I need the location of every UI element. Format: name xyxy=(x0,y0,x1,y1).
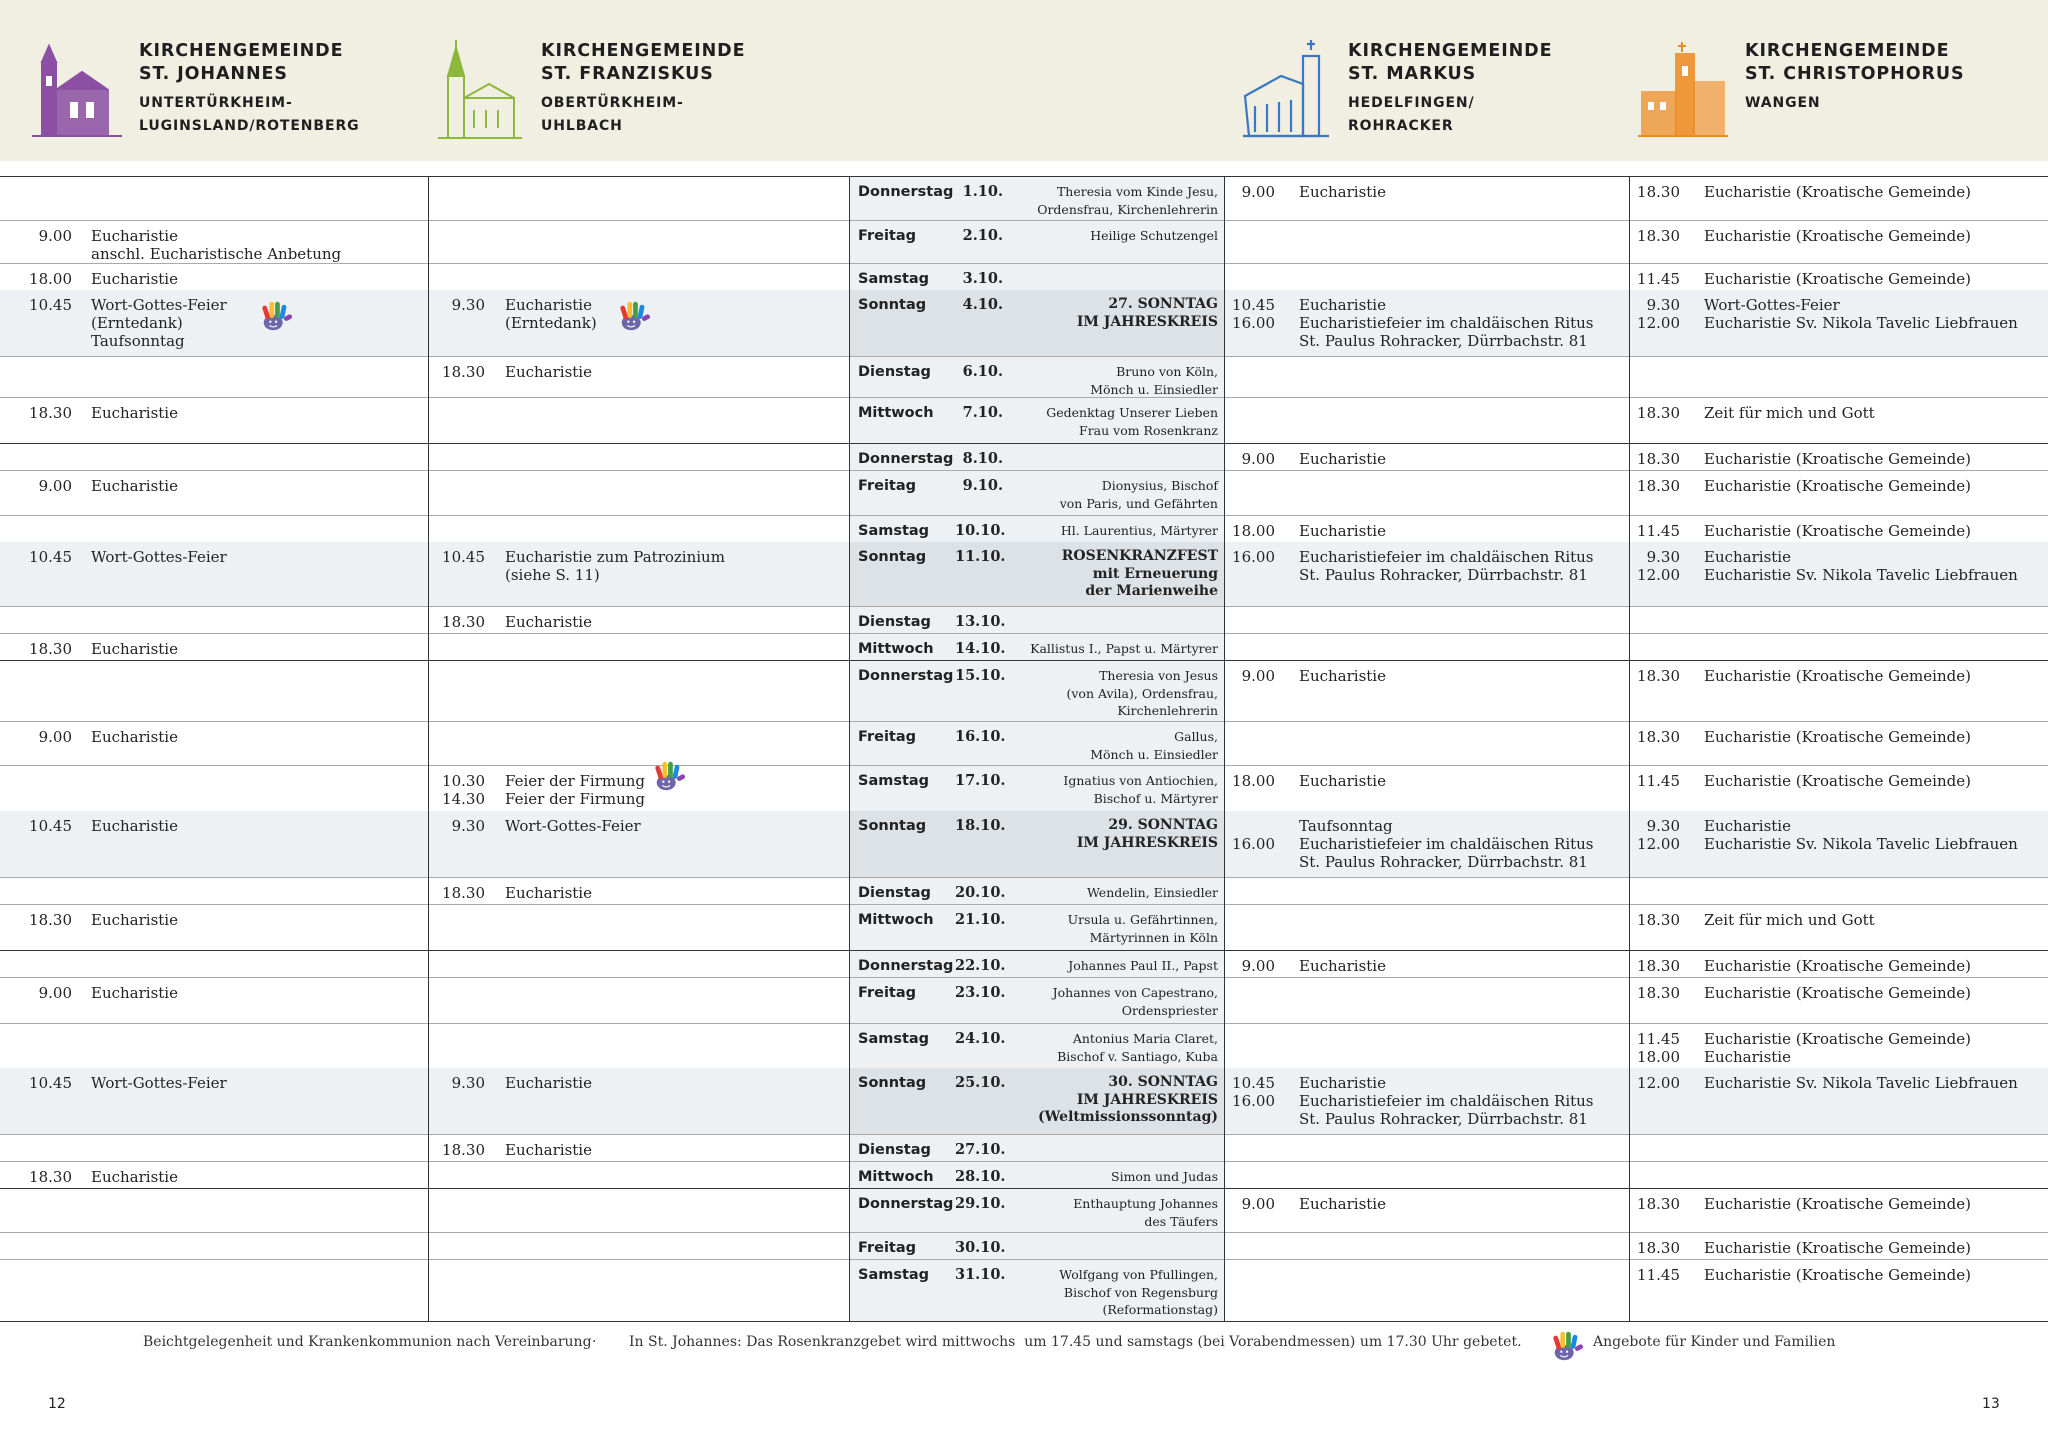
parish-label: KIRCHENGEMEINDE xyxy=(541,41,746,61)
weekday: Freitag xyxy=(858,729,917,745)
event-label: Eucharistie xyxy=(1299,522,1386,540)
footer xyxy=(0,1330,2048,1360)
event-label: Eucharistie (Kroatische Gemeinde) xyxy=(1704,183,1971,201)
table-row xyxy=(0,397,2048,444)
event-time: 18.00 xyxy=(1232,522,1275,540)
date: 1.10. xyxy=(962,183,1003,200)
table-row xyxy=(0,176,2048,221)
table-row xyxy=(0,443,2048,471)
event-label: Eucharistie xyxy=(1299,772,1386,790)
column-divider xyxy=(428,176,429,1321)
church-icon xyxy=(1638,36,1728,146)
weekday: Donnerstag xyxy=(858,451,954,467)
event-label: Eucharistie xyxy=(505,363,592,381)
date: 27.10. xyxy=(955,1141,1006,1158)
parish-name: ST. JOHANNES xyxy=(139,64,288,84)
date: 24.10. xyxy=(955,1030,1006,1047)
feast-name: Gallus, Mönch u. Einsiedler xyxy=(1090,729,1218,762)
event-label: Eucharistie xyxy=(91,270,178,288)
event-label: Eucharistie xyxy=(505,613,592,631)
table-bottom-border xyxy=(0,1321,2048,1322)
date: 17.10. xyxy=(955,772,1006,789)
event-time: 18.00 xyxy=(29,270,72,288)
feast-name: 27. SONNTAG IM JAHRESKREIS xyxy=(1076,296,1218,330)
date: 14.10. xyxy=(955,640,1006,657)
table-row xyxy=(0,290,2048,356)
parish-location: UNTERTÜRKHEIM- xyxy=(139,95,293,111)
date: 8.10. xyxy=(962,450,1003,467)
table-row xyxy=(0,1023,2048,1069)
feast-name: 29. SONNTAG IM JAHRESKREIS xyxy=(1076,817,1218,851)
event-label: Eucharistie (Kroatische Gemeinde) xyxy=(1704,477,1971,495)
date: 11.10. xyxy=(955,548,1006,565)
date: 30.10. xyxy=(955,1239,1006,1256)
event-time: 11.45 xyxy=(1637,270,1680,288)
event-time: 18.30 xyxy=(1637,1239,1680,1257)
date: 4.10. xyxy=(962,296,1003,313)
weekday: Mittwoch xyxy=(858,405,934,421)
event-time: 9.00 xyxy=(38,984,72,1002)
event-time: 10.30 14.30 xyxy=(442,772,485,808)
weekday: Samstag xyxy=(858,523,930,539)
weekday: Dienstag xyxy=(858,885,931,901)
event-time: 9.30 xyxy=(451,1074,485,1092)
event-time: 16.00 xyxy=(1232,548,1275,566)
hand-icon xyxy=(1549,1326,1587,1366)
table-row xyxy=(0,950,2048,978)
feast-name: Enthauptung Johannes des Täufers xyxy=(1073,1196,1218,1229)
event-label: Eucharistie (Kroatische Gemeinde) xyxy=(1704,522,1971,540)
feast-name: Johannes Paul II., Papst xyxy=(1068,958,1218,973)
weekday: Mittwoch xyxy=(858,641,934,657)
event-time: 18.30 xyxy=(29,911,72,929)
event-time: 18.30 xyxy=(1637,450,1680,468)
event-time: 18.30 xyxy=(1637,227,1680,245)
feast-name: Wendelin, Einsiedler xyxy=(1086,885,1218,900)
event-time: 9.30 12.00 xyxy=(1637,817,1680,853)
table-row xyxy=(0,263,2048,291)
event-label: Eucharistie xyxy=(1299,183,1386,201)
church-icon xyxy=(1241,36,1331,146)
table-row xyxy=(0,633,2048,661)
event-label: Eucharistie (Kroatische Gemeinde) xyxy=(1704,1239,1971,1257)
event-label: Eucharistie xyxy=(91,640,178,658)
event-label: Eucharistie anschl. Eucharistische Anbetung xyxy=(91,227,342,263)
parish-label: KIRCHENGEMEINDE xyxy=(139,41,344,61)
event-label: Eucharistie xyxy=(1299,1195,1386,1213)
event-label: Eucharistie Sv. Nikola Tavelic Liebfrauen xyxy=(1704,1074,2018,1092)
event-time: 18.30 xyxy=(29,1168,72,1186)
event-label: Eucharistie (Kroatische Gemeinde) xyxy=(1704,270,1971,288)
table-row xyxy=(0,660,2048,722)
table-row xyxy=(0,977,2048,1024)
feast-name: ROSENKRANZFEST mit Erneuerung der Marienweihe xyxy=(1061,548,1218,599)
feast-name: Antonius Maria Claret, Bischof v. Santiago, Kuba xyxy=(1057,1031,1218,1064)
event-time: 18.30 xyxy=(442,1141,485,1159)
table-row xyxy=(0,1134,2048,1162)
table-row xyxy=(0,1188,2048,1233)
table-row xyxy=(0,220,2048,264)
weekday: Sonntag xyxy=(858,1075,927,1091)
date: 10.10. xyxy=(955,522,1006,539)
event-label: Feier der Firmung Feier der Firmung xyxy=(505,772,646,808)
parish-location: OBERTÜRKHEIM- xyxy=(541,95,684,111)
parish-location: UHLBACH xyxy=(541,118,623,134)
parish-location: WANGEN xyxy=(1745,95,1821,111)
event-time: 11.45 xyxy=(1637,772,1680,790)
table-row xyxy=(0,606,2048,634)
event-label: Eucharistie Eucharistiefeier im chaldäischen Ritus St. Paulus Rohracker, Dürrbachstr. 81 xyxy=(1299,296,1594,350)
event-time: 18.30 xyxy=(1637,911,1680,929)
event-time: 10.45 xyxy=(442,548,485,566)
table-row xyxy=(0,811,2048,877)
event-time: 10.45 xyxy=(29,817,72,835)
date: 13.10. xyxy=(955,613,1006,630)
weekday: Dienstag xyxy=(858,364,931,380)
event-time: 9.00 xyxy=(1241,957,1275,975)
event-time: 16.00 xyxy=(1232,835,1275,853)
event-time: 18.30 xyxy=(442,884,485,902)
event-time: 9.00 xyxy=(1241,667,1275,685)
event-time: 18.30 xyxy=(29,404,72,422)
parish-location: ROHRACKER xyxy=(1348,118,1454,134)
weekday: Samstag xyxy=(858,1267,930,1283)
event-label: Eucharistie xyxy=(505,884,592,902)
table-row xyxy=(0,1232,2048,1260)
weekday: Donnerstag xyxy=(858,668,954,684)
event-label: Eucharistie (Erntedank) xyxy=(505,296,597,332)
feast-name: Johannes von Capestrano, Ordenspriester xyxy=(1052,985,1218,1018)
event-time: 10.45 xyxy=(29,296,72,314)
event-time: 10.45 xyxy=(29,1074,72,1092)
parish-name: ST. FRANZISKUS xyxy=(541,64,714,84)
table-row xyxy=(0,356,2048,398)
event-label: Wort-Gottes-Feier xyxy=(91,1074,227,1092)
table-row xyxy=(0,765,2048,812)
table-row xyxy=(0,877,2048,905)
event-time: 18.30 xyxy=(1637,728,1680,746)
event-time: 9.00 xyxy=(1241,450,1275,468)
feast-name: Theresia von Jesus (von Avila), Ordensfrau, Kirchenlehrerin xyxy=(1066,668,1218,718)
event-label: Eucharistie (Kroatische Gemeinde) xyxy=(1704,450,1971,468)
date: 23.10. xyxy=(955,984,1006,1001)
feast-name: 30. SONNTAG IM JAHRESKREIS (Weltmissionssonntag) xyxy=(1037,1074,1218,1125)
event-time: 10.45 16.00 xyxy=(1232,296,1275,332)
parish-name: ST. CHRISTOPHORUS xyxy=(1745,64,1965,84)
weekday: Freitag xyxy=(858,985,917,1001)
event-time: 18.30 xyxy=(442,613,485,631)
event-time: 18.30 xyxy=(1637,404,1680,422)
event-time: 11.45 18.00 xyxy=(1637,1030,1680,1066)
parish-label: KIRCHENGEMEINDE xyxy=(1348,41,1553,61)
footer-legend: Angebote für Kinder und Familien xyxy=(1593,1334,1836,1350)
event-time: 12.00 xyxy=(1637,1074,1680,1092)
event-label: Eucharistie xyxy=(91,1168,178,1186)
church-icon xyxy=(434,36,524,146)
weekday: Freitag xyxy=(858,478,917,494)
hand-icon xyxy=(258,296,296,336)
event-time: 9.30 xyxy=(451,296,485,314)
event-label: Eucharistie (Kroatische Gemeinde) xyxy=(1704,667,1971,685)
event-time: 9.00 xyxy=(1241,183,1275,201)
event-time: 11.45 xyxy=(1637,522,1680,540)
event-label: Eucharistie Eucharistie Sv. Nikola Tavelic Liebfrauen xyxy=(1704,548,2018,584)
date: 28.10. xyxy=(955,1168,1006,1185)
date: 31.10. xyxy=(955,1266,1006,1283)
date: 21.10. xyxy=(955,911,1006,928)
parish-location: HEDELFINGEN/ xyxy=(1348,95,1475,111)
event-label: Eucharistie xyxy=(1299,667,1386,685)
event-time: 18.30 xyxy=(1637,1195,1680,1213)
weekday: Mittwoch xyxy=(858,912,934,928)
schedule-table xyxy=(0,176,2048,1321)
date: 18.10. xyxy=(955,817,1006,834)
table-row xyxy=(0,1161,2048,1189)
event-label: Eucharistie xyxy=(1299,450,1386,468)
weekday: Freitag xyxy=(858,228,917,244)
feast-name: Simon und Judas xyxy=(1111,1169,1218,1184)
feast-name: Wolfgang von Pfullingen, Bischof von Regensburg (Reformationstag) xyxy=(1059,1267,1218,1317)
weekday: Sonntag xyxy=(858,549,927,565)
event-label: Eucharistie xyxy=(91,911,178,929)
event-label: Zeit für mich und Gott xyxy=(1704,404,1875,422)
event-time: 11.45 xyxy=(1637,1266,1680,1284)
event-label: Eucharistie xyxy=(91,817,178,835)
weekday: Dienstag xyxy=(858,614,931,630)
date: 20.10. xyxy=(955,884,1006,901)
date: 3.10. xyxy=(962,270,1003,287)
event-label: Wort-Gottes-Feier xyxy=(91,548,227,566)
event-time: 18.30 xyxy=(29,640,72,658)
event-time: 9.00 xyxy=(1241,1195,1275,1213)
footer-rosary-note: In St. Johannes: Das Rosenkranzgebet wird mittwochs um 17.45 und samstags (bei Vorabendmessen) um 17.30 Uhr gebetet. xyxy=(629,1334,1522,1350)
event-label: Eucharistie Eucharistie Sv. Nikola Tavelic Liebfrauen xyxy=(1704,817,2018,853)
date: 22.10. xyxy=(955,957,1006,974)
event-label: Eucharistie (Kroatische Gemeinde) xyxy=(1704,772,1971,790)
event-time: 18.30 xyxy=(1637,477,1680,495)
event-label: Eucharistiefeier im chaldäischen Ritus St. Paulus Rohracker, Dürrbachstr. 81 xyxy=(1299,548,1594,584)
date: 29.10. xyxy=(955,1195,1006,1212)
event-label: Eucharistie xyxy=(505,1141,592,1159)
page-number-right: 13 xyxy=(1982,1396,2000,1412)
date: 15.10. xyxy=(955,667,1006,684)
event-label: Eucharistie (Kroatische Gemeinde) xyxy=(1704,1195,1971,1213)
event-label: Eucharistie xyxy=(1299,957,1386,975)
table-row xyxy=(0,904,2048,951)
event-label: Eucharistie xyxy=(505,1074,592,1092)
event-label: Eucharistie zum Patrozinium (siehe S. 11) xyxy=(505,548,725,584)
column-divider xyxy=(1629,176,1630,1321)
weekday: Samstag xyxy=(858,271,930,287)
event-time: 9.30 12.00 xyxy=(1637,296,1680,332)
date: 2.10. xyxy=(962,227,1003,244)
event-time: 9.00 xyxy=(38,728,72,746)
event-time: 9.30 xyxy=(451,817,485,835)
event-label: Eucharistie (Kroatische Gemeinde) Eucharistie xyxy=(1704,1030,1971,1066)
event-time: 10.45 16.00 xyxy=(1232,1074,1275,1110)
footer-note: Beichtgelegenheit und Krankenkommunion nach Vereinbarung xyxy=(143,1334,592,1350)
event-label: Eucharistie Eucharistiefeier im chaldäischen Ritus St. Paulus Rohracker, Dürrbachstr. 81 xyxy=(1299,1074,1594,1128)
table-row xyxy=(0,1068,2048,1134)
table-row xyxy=(0,1259,2048,1322)
event-label: Eucharistie (Kroatische Gemeinde) xyxy=(1704,728,1971,746)
column-divider xyxy=(1224,176,1225,1321)
event-label: Wort-Gottes-Feier xyxy=(505,817,641,835)
feast-name: Kallistus I., Papst u. Märtyrer xyxy=(1030,641,1218,656)
event-label: Zeit für mich und Gott xyxy=(1704,911,1875,929)
event-label: Eucharistie xyxy=(91,404,178,422)
parish-label: KIRCHENGEMEINDE xyxy=(1745,41,1950,61)
column-divider xyxy=(849,176,850,1321)
parish-name: ST. MARKUS xyxy=(1348,64,1477,84)
event-label: Taufsonntag Eucharistiefeier im chaldäischen Ritus St. Paulus Rohracker, Dürrbachstr. 81 xyxy=(1299,817,1594,871)
event-label: Eucharistie xyxy=(91,728,178,746)
event-label: Eucharistie (Kroatische Gemeinde) xyxy=(1704,984,1971,1002)
feast-name: Dionysius, Bischof von Paris, und Gefährten xyxy=(1059,478,1218,511)
footer-separator: · xyxy=(592,1334,597,1350)
weekday: Donnerstag xyxy=(858,1196,954,1212)
date: 9.10. xyxy=(962,477,1003,494)
event-label: Eucharistie xyxy=(91,477,178,495)
weekday: Freitag xyxy=(858,1240,917,1256)
event-label: Eucharistie xyxy=(91,984,178,1002)
event-time: 9.30 12.00 xyxy=(1637,548,1680,584)
date: 16.10. xyxy=(955,728,1006,745)
event-time: 18.30 xyxy=(1637,183,1680,201)
event-label: Wort-Gottes-Feier (Erntedank) Taufsonntag xyxy=(91,296,227,350)
weekday: Donnerstag xyxy=(858,184,954,200)
feast-name: Theresia vom Kinde Jesu, Ordensfrau, Kirchenlehrerin xyxy=(1037,184,1218,217)
table-row xyxy=(0,515,2048,543)
weekday: Dienstag xyxy=(858,1142,931,1158)
feast-name: Hl. Laurentius, Märtyrer xyxy=(1060,523,1218,538)
feast-name: Bruno von Köln, Mönch u. Einsiedler xyxy=(1090,364,1218,397)
weekday: Samstag xyxy=(858,773,930,789)
parish-location: LUGINSLAND/ROTENBERG xyxy=(139,118,360,134)
event-label: Eucharistie (Kroatische Gemeinde) xyxy=(1704,1266,1971,1284)
event-time: 10.45 xyxy=(29,548,72,566)
event-label: Eucharistie (Kroatische Gemeinde) xyxy=(1704,957,1971,975)
event-label: Eucharistie (Kroatische Gemeinde) xyxy=(1704,227,1971,245)
event-time: 18.00 xyxy=(1232,772,1275,790)
event-label: Wort-Gottes-Feier Eucharistie Sv. Nikola Tavelic Liebfrauen xyxy=(1704,296,2018,332)
feast-name: Ignatius von Antiochien, Bischof u. Märtyrer xyxy=(1063,773,1218,806)
event-time: 9.00 xyxy=(38,227,72,245)
hand-icon xyxy=(616,296,654,336)
event-time: 18.30 xyxy=(442,363,485,381)
date: 7.10. xyxy=(962,404,1003,421)
table-row xyxy=(0,470,2048,516)
church-icon xyxy=(32,36,122,146)
weekday: Mittwoch xyxy=(858,1169,934,1185)
hand-icon xyxy=(651,756,689,796)
feast-name: Heilige Schutzengel xyxy=(1090,228,1218,243)
feast-name: Ursula u. Gefährtinnen, Märtyrinnen in Köln xyxy=(1067,912,1218,945)
weekday: Sonntag xyxy=(858,297,927,313)
weekday: Donnerstag xyxy=(858,958,954,974)
weekday: Sonntag xyxy=(858,818,927,834)
event-time: 18.30 xyxy=(1637,984,1680,1002)
date: 6.10. xyxy=(962,363,1003,380)
event-time: 9.00 xyxy=(38,477,72,495)
table-row xyxy=(0,542,2048,606)
page-number-left: 12 xyxy=(48,1396,66,1412)
table-row xyxy=(0,721,2048,766)
event-time: 18.30 xyxy=(1637,957,1680,975)
weekday: Samstag xyxy=(858,1031,930,1047)
event-time: 18.30 xyxy=(1637,667,1680,685)
date: 25.10. xyxy=(955,1074,1006,1091)
feast-name: Gedenktag Unserer Lieben Frau vom Rosenkranz xyxy=(1046,405,1218,438)
